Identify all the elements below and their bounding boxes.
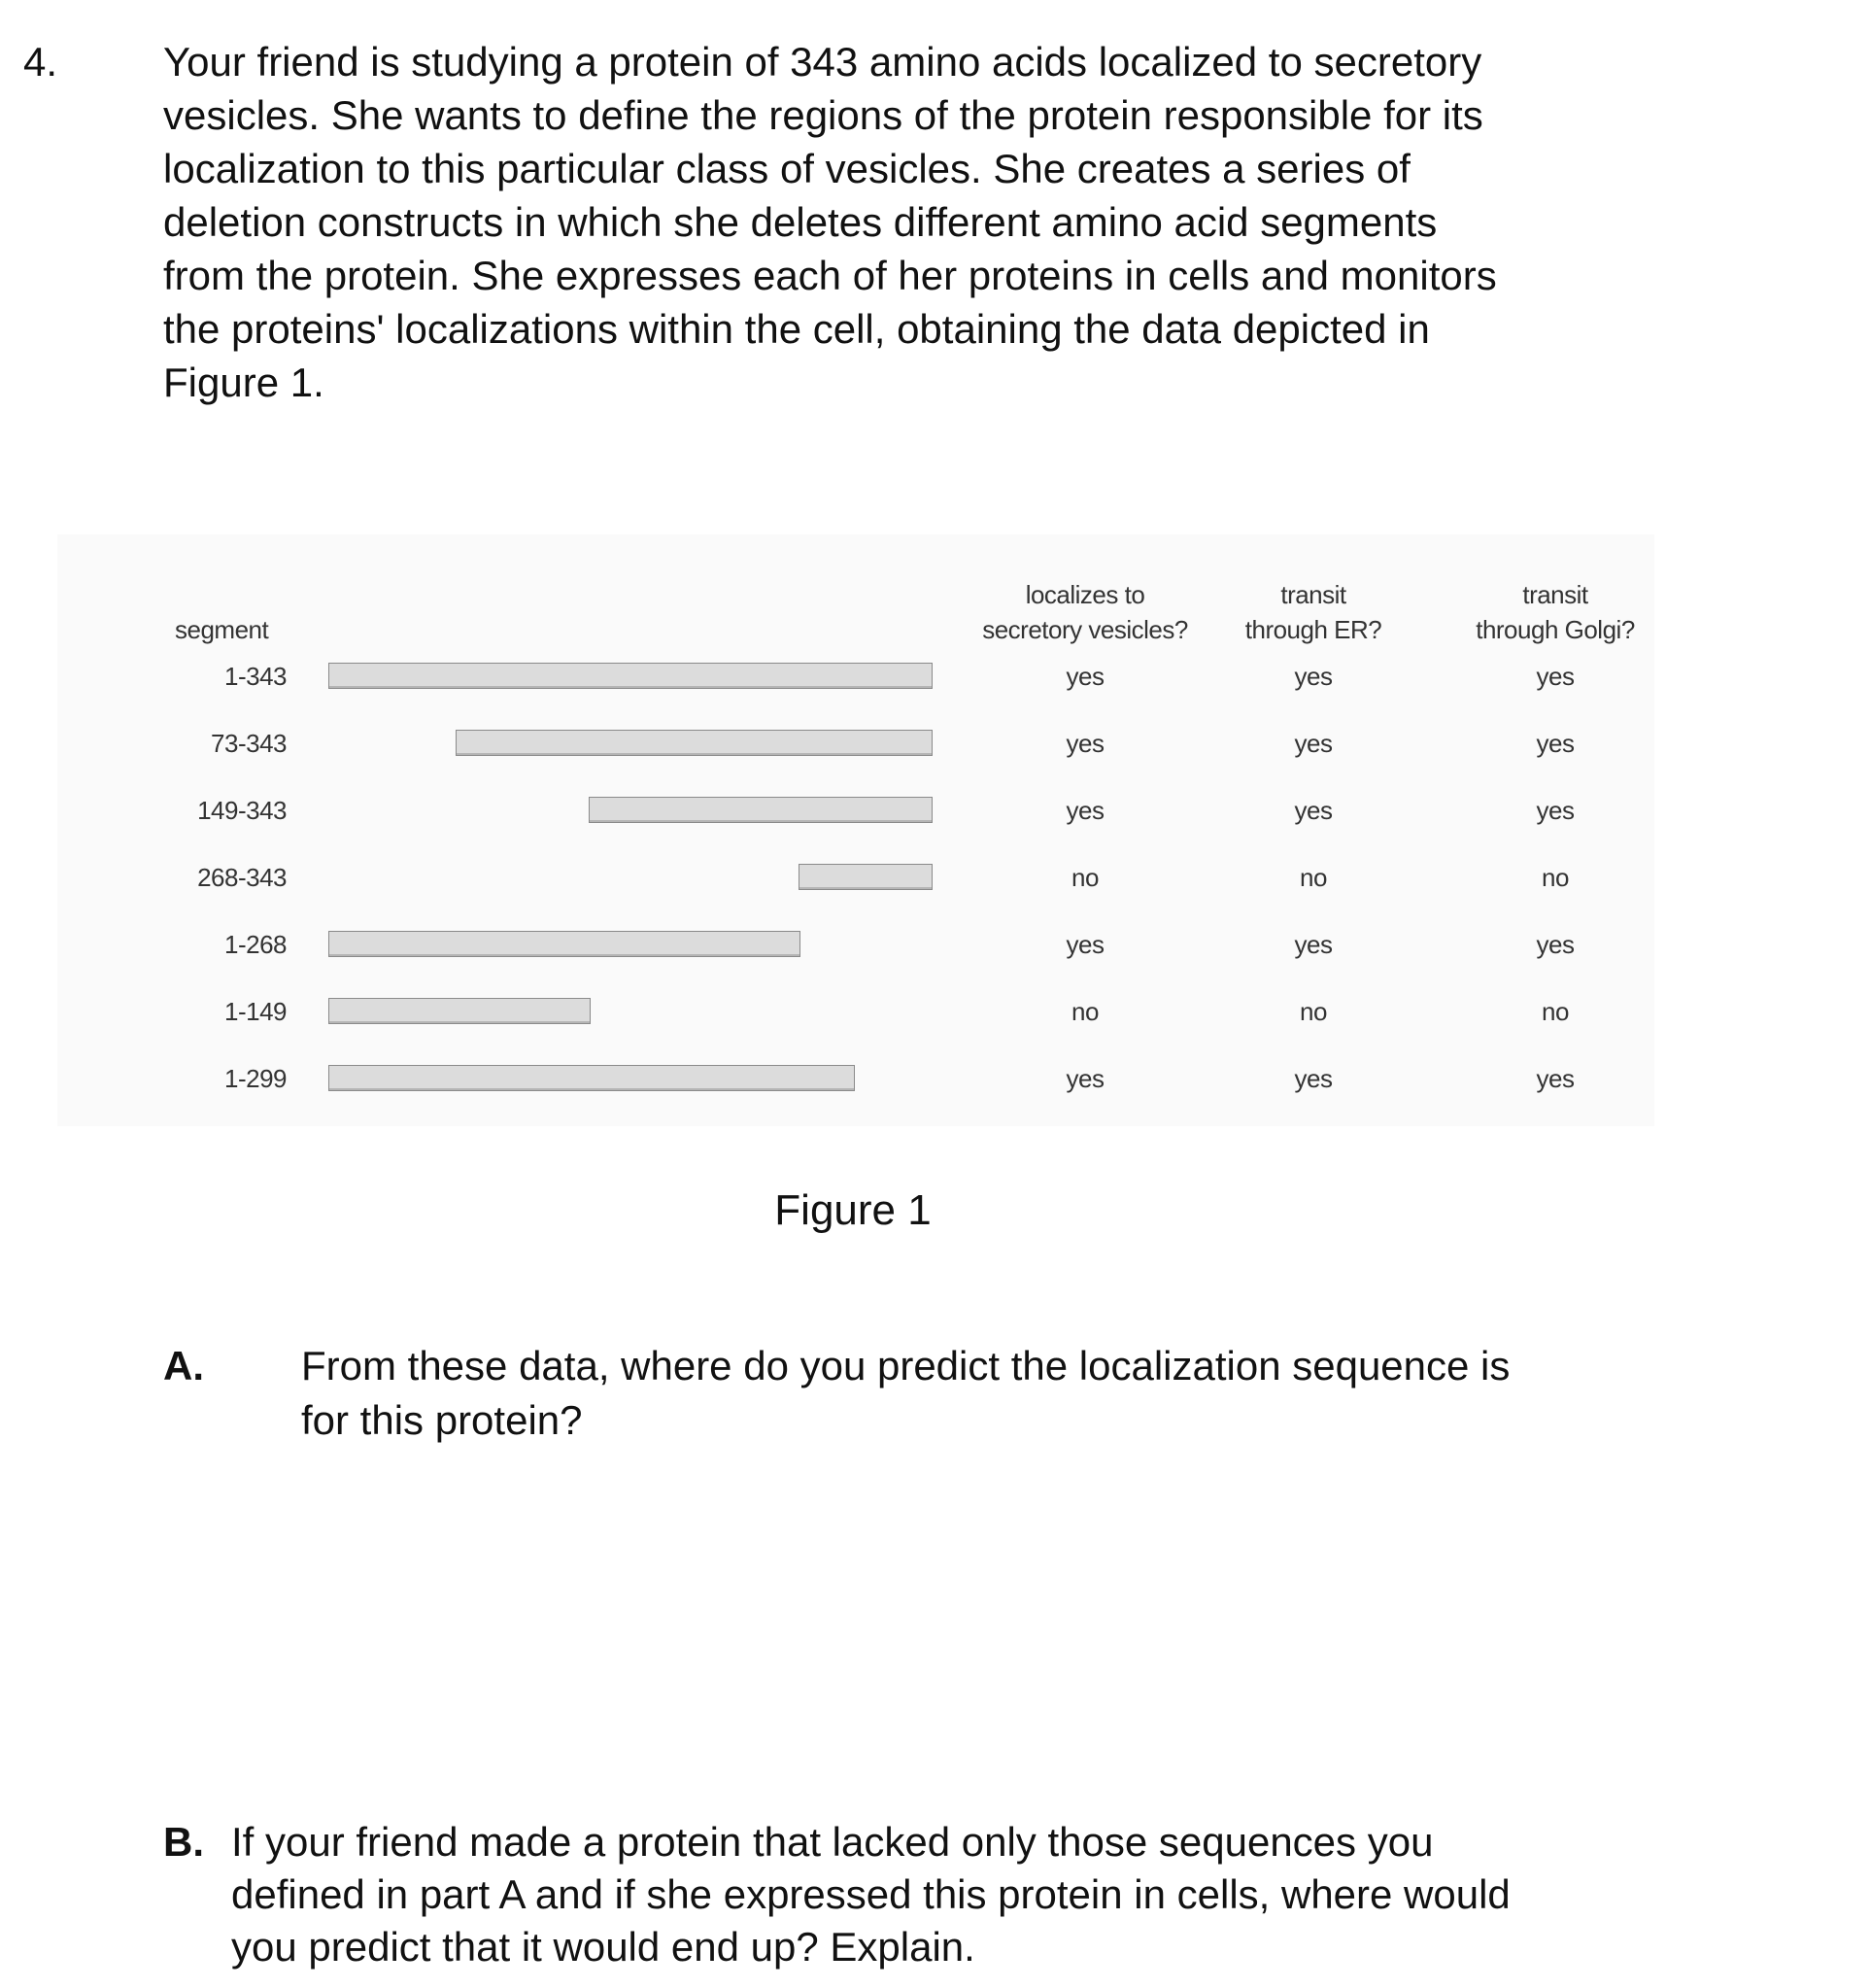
golgi-cell: no	[1542, 997, 1569, 1026]
header-vesicles-2: secretory vesicles?	[982, 615, 1188, 644]
question-line: the proteins' localizations within the cell, obtaining the data depicted in	[163, 306, 1430, 352]
segment-label: 268-343	[197, 863, 287, 892]
part-a-label: A.	[163, 1343, 204, 1388]
question-line: vesicles. She wants to define the regions of the protein responsible for its	[163, 92, 1483, 138]
segment-label: 149-343	[197, 796, 287, 825]
vesicles-cell: yes	[1066, 662, 1105, 691]
vesicles-cell: yes	[1066, 796, 1105, 825]
vesicles-cell: yes	[1066, 930, 1105, 959]
er-cell: no	[1300, 863, 1327, 892]
header-golgi-1: transit	[1522, 580, 1588, 609]
segment-label: 1-268	[224, 930, 287, 959]
segment-bar	[328, 931, 800, 957]
question-number: 4.	[23, 39, 58, 85]
er-cell: yes	[1294, 796, 1333, 825]
header-er-2: through ER?	[1244, 615, 1382, 644]
header-golgi-2: through Golgi?	[1476, 615, 1635, 644]
part-b-label: B.	[163, 1819, 204, 1865]
part-a-line: From these data, where do you predict the localization sequence is	[301, 1343, 1511, 1388]
part-a-line: for this protein?	[301, 1397, 583, 1443]
question-line: Your friend is studying a protein of 343 amino acids localized to secretory	[163, 39, 1482, 85]
header-vesicles-1: localizes to	[1025, 580, 1145, 609]
segment-label: 1-149	[224, 997, 287, 1026]
er-cell: yes	[1294, 662, 1333, 691]
question-line: localization to this particular class of vesicles. She creates a series of	[163, 146, 1411, 191]
segment-bar	[799, 864, 933, 890]
golgi-cell: yes	[1536, 729, 1575, 758]
golgi-cell: yes	[1536, 930, 1575, 959]
segment-bar	[328, 1065, 855, 1091]
question-line: from the protein. She expresses each of her proteins in cells and monitors	[163, 253, 1497, 298]
er-cell: no	[1300, 997, 1327, 1026]
vesicles-cell: no	[1071, 997, 1099, 1026]
segment-label: 1-299	[224, 1064, 287, 1093]
figure-panel	[57, 534, 1654, 1126]
golgi-cell: yes	[1536, 662, 1575, 691]
segment-bar	[589, 797, 933, 823]
part-b-line: defined in part A and if she expressed this protein in cells, where would	[231, 1871, 1511, 1917]
segment-bar	[328, 663, 933, 689]
er-cell: yes	[1294, 729, 1333, 758]
segment-bar	[328, 998, 591, 1024]
vesicles-cell: yes	[1066, 1064, 1105, 1093]
figure-caption: Figure 1	[774, 1186, 932, 1234]
segment-label: 73-343	[211, 729, 287, 758]
segment-label: 1-343	[224, 662, 287, 691]
part-b-line: you predict that it would end up? Explain.	[231, 1924, 975, 1970]
vesicles-cell: no	[1071, 863, 1099, 892]
golgi-cell: no	[1542, 863, 1569, 892]
segment-bar	[456, 730, 933, 756]
question-line: Figure 1.	[163, 360, 324, 405]
vesicles-cell: yes	[1066, 729, 1105, 758]
golgi-cell: yes	[1536, 1064, 1575, 1093]
question-line: deletion constructs in which she deletes different amino acid segments	[163, 199, 1438, 245]
part-b-line: If your friend made a protein that lacked only those sequences you	[231, 1819, 1434, 1865]
er-cell: yes	[1294, 930, 1333, 959]
header-segment: segment	[175, 615, 269, 644]
er-cell: yes	[1294, 1064, 1333, 1093]
golgi-cell: yes	[1536, 796, 1575, 825]
header-er-1: transit	[1280, 580, 1346, 609]
